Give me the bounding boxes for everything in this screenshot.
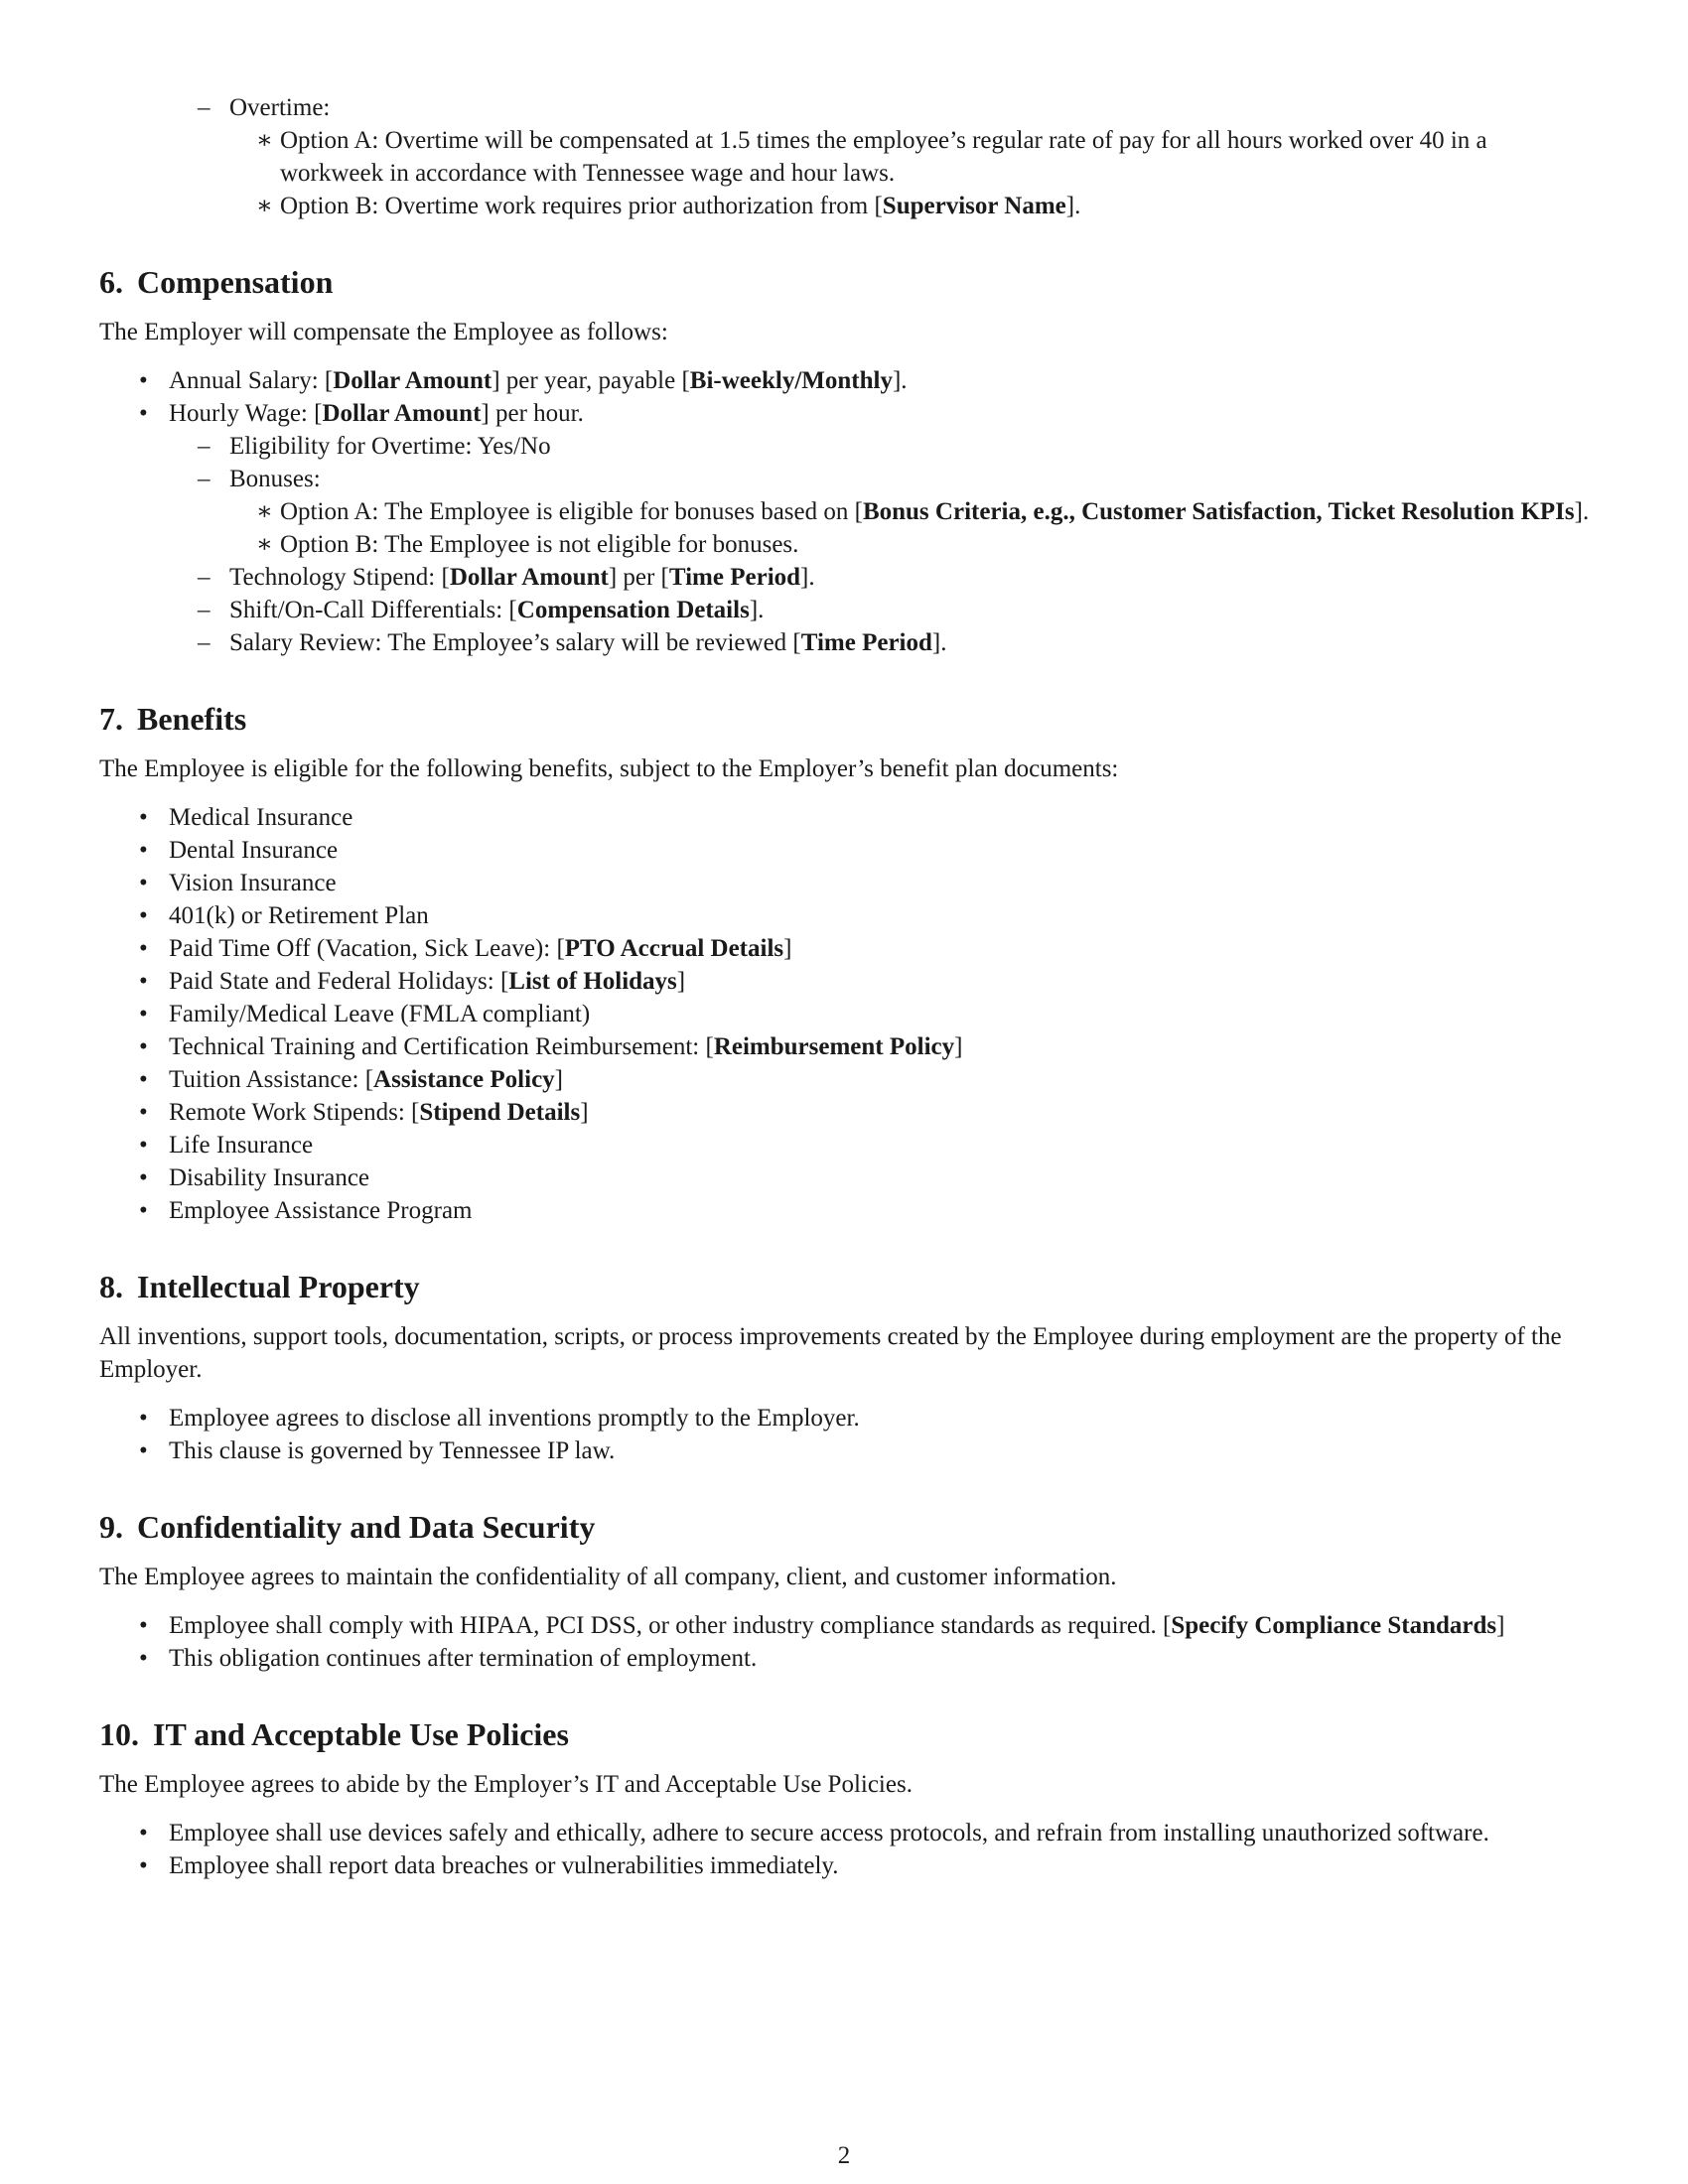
document-page xyxy=(99,91,1591,1882)
bonus-option-b: ∗ Option B: The Employee is not eligible for bonuses. xyxy=(229,528,1591,561)
compensation-list xyxy=(99,364,1591,659)
overtime-label: Overtime: xyxy=(229,94,331,121)
benefit-item: • Family/Medical Leave (FMLA compliant) xyxy=(99,998,1591,1030)
ip-list xyxy=(99,1402,1591,1467)
technology-stipend-item: – Technology Stipend: [Dollar Amount] per [Time Period]. xyxy=(169,561,1591,594)
overtime-list xyxy=(169,91,1591,222)
salary-review-item: – Salary Review: The Employee’s salary will be reviewed [Time Period]. xyxy=(169,626,1591,659)
benefit-item: • Dental Insurance xyxy=(99,834,1591,867)
benefits-intro: The Employee is eligible for the following benefits, subject to the Employer’s benefit plan documents: xyxy=(99,755,1119,782)
confidentiality-item: • Employee shall comply with HIPAA, PCI DSS, or other industry compliance standards as required. [Specify Compliance Standards] xyxy=(99,1609,1591,1642)
annual-salary-item: • Annual Salary: [Dollar Amount] per year, payable [Bi-weekly/Monthly]. xyxy=(99,364,1591,397)
ip-intro: All inventions, support tools, documentation, scripts, or process improvements created by the Employee during employment are the property of the Employer. xyxy=(99,1323,1562,1383)
it-policy-item: • Employee shall use devices safely and ethically, adhere to secure access protocols, and refrain from installing unauthorized software. xyxy=(99,1817,1591,1849)
section-heading-it-policies: 10. IT and Acceptable Use Policies xyxy=(99,1716,569,1752)
it-policy-intro: The Employee agrees to abide by the Employer’s IT and Acceptable Use Policies. xyxy=(99,1771,913,1798)
compensation-intro: The Employer will compensate the Employee as follows: xyxy=(99,319,668,345)
overtime-option-b: ∗ Option B: Overtime work requires prior authorization from [Supervisor Name]. xyxy=(229,190,1591,222)
section-heading-intellectual-property: 8. Intellectual Property xyxy=(99,1269,420,1304)
confidentiality-item: • This obligation continues after termination of employment. xyxy=(99,1642,1591,1675)
hourly-wage-item: • Hourly Wage: [Dollar Amount] per hour. – Eligibility for Overtime: Yes/No – Bonuses: ∗ Option A: The Employee is eligible for bonuses based on [Bonus Criteria, e.g., Customer Satisfaction, Ticket Resolution KPIs]. ∗ Option B: The Employee is not eligible for bonuses. – Technology Stipend: [Dollar Amount] per [Time Period]. – Shift/On-Call Differentials: [Compensation Details]. – Salary Review: The Employee’s salary will be reviewed [Time Period]. xyxy=(99,397,1591,659)
it-policy-item: • Employee shall report data breaches or vulnerabilities immediately. xyxy=(99,1849,1591,1882)
ip-item: • Employee agrees to disclose all inventions promptly to the Employer. xyxy=(99,1402,1591,1434)
bonus-option-a: ∗ Option A: The Employee is eligible for bonuses based on [Bonus Criteria, e.g., Customer Satisfaction, Ticket Resolution KPIs]. xyxy=(229,495,1591,528)
ip-item: • This clause is governed by Tennessee IP law. xyxy=(99,1434,1591,1467)
section-heading-compensation: 6. Compensation xyxy=(99,264,334,300)
benefit-item: • Life Insurance xyxy=(99,1129,1591,1161)
overtime-option-a: ∗ Option A: Overtime will be compensated at 1.5 times the employee’s regular rate of pay for all hours worked over 40 in a workweek in accordance with Tennessee wage and hour laws. xyxy=(229,124,1591,190)
overtime-item xyxy=(169,91,1591,222)
benefit-item: • Employee Assistance Program xyxy=(99,1194,1591,1227)
shift-differentials-item: – Shift/On-Call Differentials: [Compensation Details]. xyxy=(169,594,1591,626)
section-heading-confidentiality: 9. Confidentiality and Data Security xyxy=(99,1509,596,1545)
benefit-item: • Vision Insurance xyxy=(99,867,1591,899)
page-number: 2 xyxy=(837,2142,851,2169)
it-policy-list xyxy=(99,1817,1591,1882)
hourly-sublist xyxy=(169,430,1591,659)
benefits-list xyxy=(99,801,1591,1227)
confidentiality-intro: The Employee agrees to maintain the confidentiality of all company, client, and customer information. xyxy=(99,1564,1117,1590)
bonuses-item: – Bonuses: ∗ Option A: The Employee is eligible for bonuses based on [Bonus Criteria, e.g., Customer Satisfaction, Ticket Resolution KPIs]. ∗ Option B: The Employee is not eligible for bonuses. xyxy=(169,463,1591,561)
overtime-eligibility-item: – Eligibility for Overtime: Yes/No xyxy=(169,430,1591,463)
overtime-options xyxy=(229,124,1591,222)
confidentiality-list xyxy=(99,1609,1591,1675)
benefit-item: • Disability Insurance xyxy=(99,1161,1591,1194)
benefit-item: • Technical Training and Certification Reimbursement: [Reimbursement Policy] xyxy=(99,1030,1591,1063)
benefit-item: • Medical Insurance xyxy=(99,801,1591,834)
benefit-item: • Paid Time Off (Vacation, Sick Leave): [PTO Accrual Details] xyxy=(99,932,1591,965)
bonus-options xyxy=(229,495,1591,561)
section-heading-benefits: 7. Benefits xyxy=(99,701,247,737)
benefit-item: • Tuition Assistance: [Assistance Policy] xyxy=(99,1063,1591,1096)
benefit-item: • Paid State and Federal Holidays: [List of Holidays] xyxy=(99,965,1591,998)
benefit-item: • Remote Work Stipends: [Stipend Details] xyxy=(99,1096,1591,1129)
benefit-item: • 401(k) or Retirement Plan xyxy=(99,899,1591,932)
